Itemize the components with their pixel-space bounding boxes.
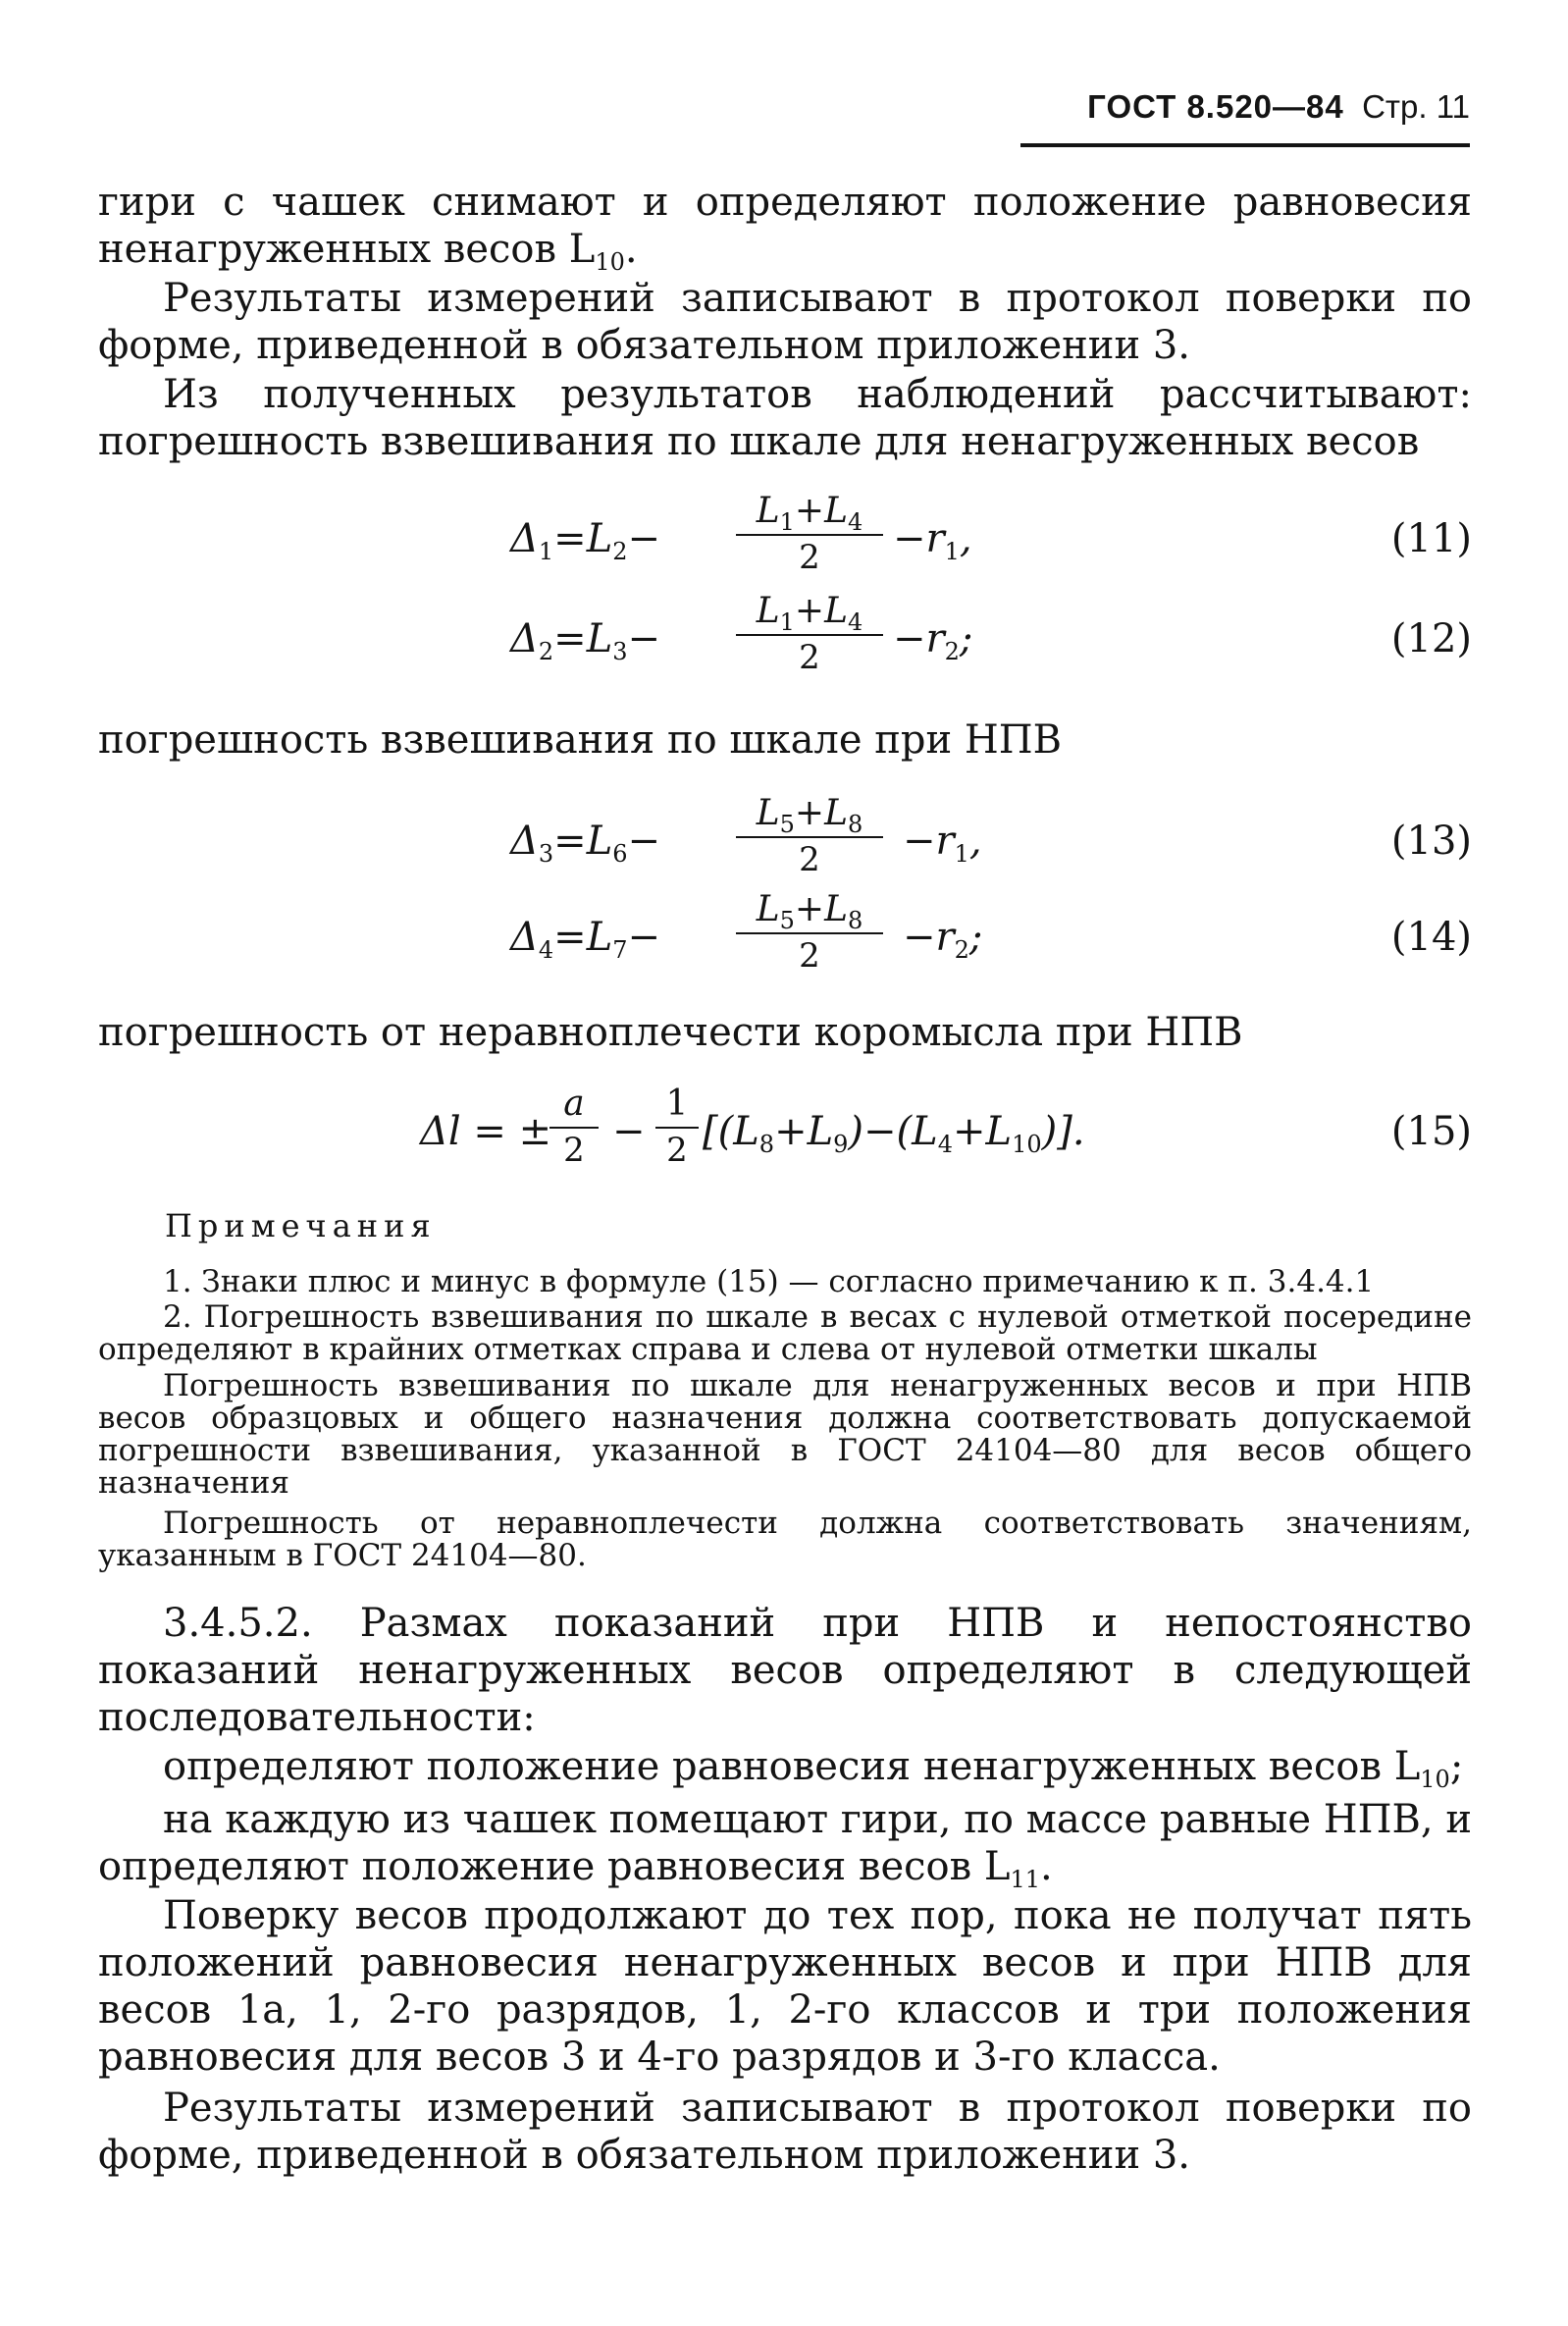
formula-15 — [0, 1084, 1568, 1178]
formula-14-tail: $-r_2$; — [903, 915, 983, 964]
formula-14-lhs: $\Delta_4=L_7-$ — [510, 915, 661, 964]
formula-15-fraction-a — [549, 1084, 599, 1170]
formula-11-number: (11) — [1390, 516, 1472, 561]
formula-15-lhs: Δl = ± — [420, 1109, 552, 1154]
formula-11-denominator: 2 — [799, 538, 820, 577]
formula-14-fraction — [736, 889, 883, 976]
note-4: Погрешность от неравноплечести должна соответствовать значениям, указанным в ГОСТ 24104—80. — [98, 1506, 1472, 1573]
notes-title: Примечания — [165, 1207, 437, 1244]
formula-13-number: (13) — [1390, 819, 1472, 864]
formula-12-fraction — [736, 591, 883, 677]
formula-13-numerator: $L_5+L_8$ — [756, 793, 863, 838]
note-2: 2. Погрешность взвешивания по шкале в весах с нулевой отметкой посередине определяют в крайних отметках справа и слева от нулевой отметки шкалы — [98, 1299, 1472, 1367]
gost-number: ГОСТ 8.520—84 — [1087, 88, 1344, 125]
formula-13-fraction — [736, 793, 883, 879]
formula-15-tail: $[(L_8+L_9)-(L_4+L_{10})]$. — [703, 1109, 1085, 1158]
formula-15-fraction-b — [655, 1084, 699, 1170]
formula-12-number: (12) — [1390, 616, 1472, 661]
formula-12-denominator: 2 — [799, 638, 820, 677]
page-header — [1020, 88, 1470, 147]
formula-15-minus: − — [612, 1109, 646, 1154]
formula-11-fraction — [736, 491, 883, 577]
formula-13-tail: $-r_1$, — [903, 819, 982, 868]
paragraph-2: Результаты измерений записывают в протокол поверки по форме, приведенной в обязательном приложении 3. — [98, 276, 1472, 368]
formula-15-number: (15) — [1390, 1109, 1472, 1154]
paragraph-4: погрешность взвешивания по шкале при НПВ — [98, 717, 1063, 763]
formula-14-denominator: 2 — [799, 936, 820, 976]
note-1: 1. Знаки плюс и минус в формуле (15) — согласно примечанию к п. 3.4.4.1 — [163, 1264, 1375, 1299]
formula-15-numerator-a: a — [563, 1084, 585, 1124]
formula-14 — [0, 889, 1568, 983]
formula-12-numerator: $L_1+L_4$ — [756, 591, 863, 636]
fraction-bar — [549, 1127, 599, 1129]
formula-11 — [0, 491, 1568, 585]
formula-11-tail: $-r_1$, — [893, 516, 972, 565]
formula-11-numerator: $L_1+L_4$ — [756, 491, 863, 536]
formula-13 — [0, 793, 1568, 887]
formula-15-denominator-b: 2 — [666, 1131, 688, 1170]
page-number: Стр. 11 — [1362, 88, 1470, 125]
formula-14-number: (14) — [1390, 915, 1472, 960]
paragraph-3: Из полученных результатов наблюдений рассчитывают: погрешность взвешивания по шкале для ненагруженных весов — [98, 372, 1472, 464]
formula-14-numerator: $L_5+L_8$ — [756, 889, 863, 934]
formula-12 — [0, 591, 1568, 685]
formula-13-lhs: $\Delta_3=L_6-$ — [510, 819, 661, 868]
paragraph-10: Результаты измерений записывают в протокол поверки по форме, приведенной в обязательном приложении 3. — [98, 2086, 1472, 2178]
paragraph-9: Поверку весов продолжают до тех пор, пока не получат пять положений равновесия ненагруженных весов и при НПВ для весов 1а, 1, 2-го разрядов, 1, 2-го классов и три положения равновесия для весов 3 и 4-го разрядов и 3-го класса. — [98, 1893, 1472, 2080]
formula-12-lhs: $\Delta_2=L_3-$ — [510, 616, 661, 665]
paragraph-5: погрешность от неравноплечести коромысла при НПВ — [98, 1010, 1243, 1055]
formula-11-lhs: $\Delta_1=L_2-$ — [510, 516, 661, 565]
formula-13-denominator: 2 — [799, 840, 820, 879]
formula-12-tail: $-r_2$; — [893, 616, 973, 665]
note-3: Погрешность взвешивания по шкале для ненагруженных весов и при НПВ весов образцовых и общего назначения должна соответствовать допускаемой погрешности взвешивания, указанной в ГОСТ 24104—80 для весов общего назначения — [98, 1368, 1472, 1501]
paragraph-8: на каждую из чашек помещают гири, по массе равные НПВ, и определяют положение равновесия весов $L_{11}$. — [98, 1797, 1472, 1893]
formula-15-denominator-a: 2 — [563, 1131, 585, 1170]
paragraph-1: гири с чашек снимают и определяют положение равновесия ненагруженных весов $L_{10}$. — [98, 180, 1472, 276]
fraction-bar — [655, 1127, 699, 1129]
paragraph-6: 3.4.5.2. Размах показаний при НПВ и непостоянство показаний ненагруженных весов определяют в следующей последовательности: — [98, 1601, 1472, 1740]
formula-15-numerator-b: 1 — [665, 1084, 689, 1124]
paragraph-7: определяют положение равновесия ненагруженных весов $L_{10}$; — [163, 1744, 1464, 1793]
